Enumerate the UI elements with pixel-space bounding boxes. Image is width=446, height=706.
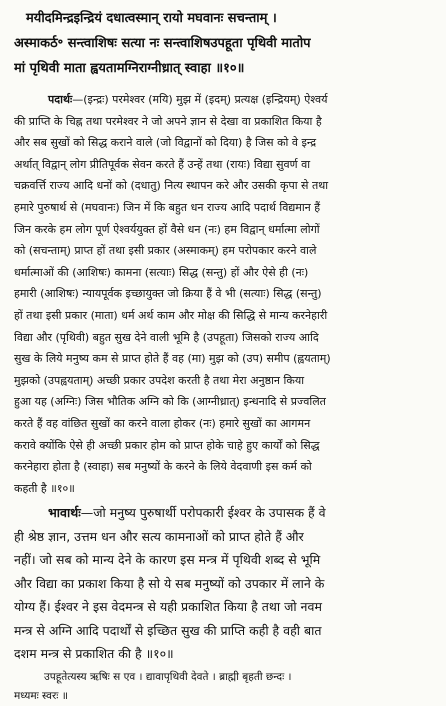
footer-line: उपहूतेत्यस्य ऋषिः स एव । द्यावापृथिवी देवते । ब्राह्मी बृहती छन्दः ।: [44, 670, 292, 683]
bhavartha-line: मन्त्र से अग्नि आदि पदार्थों से इच्छित सुख की प्राप्ति कही है वही बात: [14, 622, 322, 638]
padartha-label: पदार्थः: [48, 93, 73, 106]
padartha-text: —(इन्द्रः) परमेश्वर (मयि) मुझ में (इदम्) प्रत्यक्ष (इन्द्रियम्) ऐश्वर्य: [72, 93, 328, 106]
padartha-line: हमारी (आशिषः) न्यायपूर्वक इच्छायुक्त जो क्रिया हैं वे भी (सत्याः) सिद्ध (सन्तु): [14, 287, 322, 301]
padartha-line: और सब सुखों को सिद्ध कराने वाले (जो विद्वानों को दिया) है जिस को वे इन्द्र: [14, 136, 317, 150]
padartha-line: हमारे पुरुषार्थ से (मघवानः) जिन में कि बहुत धन राज्य आदि पदार्थ विद्यमान हैं: [14, 200, 321, 214]
bhavartha-line: नहीं। जो सब को मान्य देने के कारण इस मन्त्र में पृथिवी शब्द से भूमि: [14, 552, 321, 568]
padartha-line: मुझको (उपह्वयताम्) अच्छी प्रकार उपदेश करती है तथा मेरा अनुष्ठान किया: [14, 373, 305, 387]
padartha-line: जिन करके हम लोग पूर्ण ऐश्वर्ययुक्त हों वैसे धन (नः) हम विद्वान् धर्मात्मा लोगों: [14, 222, 320, 236]
footer-line: मध्यमः स्वरः ॥: [14, 689, 69, 702]
padartha-line: हों तथा इसी प्रकार (माता) धर्म अर्थ काम और मोक्ष की सिद्धि से मान्य करनेहारी: [14, 308, 328, 322]
padartha-line: हुआ यह (अग्निः) जिस भौतिक अग्नि को कि (आग्नीध्रात्) इन्धनादि से प्रज्वलित: [14, 395, 326, 409]
padartha-line: सुख के लिये मनुष्य कम से प्राप्त होते हैं वह (मा) मुझ को (उप) समीप (ह्वयताम्): [14, 352, 331, 366]
padartha-line: चक्रवर्त्ति राज्य आदि धनों को (दधातु) नित्य स्थापन करे और उसकी कृपा से तथा: [14, 179, 329, 193]
bhavartha-line: [14, 501, 438, 525]
bhavartha-line: और विद्या का प्रकाश किया है सो ये सब मनुष्यों को उपकार में लाने के: [14, 575, 325, 591]
mantra-line: मां पृथिवी माता ह्वयतामग्निराग्नीध्रात् स्वाहा ॥१०॥: [14, 61, 245, 76]
padartha-section: [14, 89, 438, 499]
padartha-line: विद्या और (पृथिवी) बहुत सुख देने वाली भूमि है (उपहूता) जिसको राज्य आदि: [14, 330, 319, 344]
mantra-verse: [14, 6, 438, 81]
bhavartha-line: योग्य हैं। ईश्वर ने इस वेदमन्त्र से यही प्रकाशित किया है तथा जो नवम: [14, 599, 322, 615]
padartha-line: की प्राप्ति के चिह्न तथा परमेश्वर ने जो अपने ज्ञान से देखा वा प्रकाशित किया है: [14, 114, 322, 128]
padartha-line: अर्थात् विद्वान् लोग प्रीतिपूर्वक सेवन करते हैं उन्हें तथा (रायः) विद्या सुवर्ण वा: [14, 157, 311, 171]
bhavartha-text: —जो मनुष्य पुरुषार्थी परोपकारी ईश्वर के उपासक हैं वे: [80, 505, 326, 521]
padartha-line: [14, 89, 438, 111]
bhavartha-section: [14, 501, 438, 666]
bhavartha-line: ही श्रेष्ठ ज्ञान, उत्तम धन और सत्य कामनाओं को प्राप्त होते हैं और: [14, 528, 304, 544]
padartha-line: धर्मात्माओं की (आशिषः) कामना (सत्याः) सिद्ध (सन्तु) हों और ऐसे ही (नः): [14, 265, 309, 279]
padartha-line: करनेहारा होता है (स्वाहा) सब मनुष्यों के करने के लिये वेदवाणी इस कर्म को: [14, 460, 312, 474]
padartha-line: कहती है ॥१०॥: [14, 481, 75, 495]
padartha-line: करते हैं वह वांछित सुखों का करने वाला होकर (नः) हमारे सुखों का आगमन: [14, 416, 311, 430]
mantra-line: मयीदमिन्द्रइन्द्रियं दधात्वस्मान् रायो मघवानः सचन्ताम् ।: [26, 11, 277, 26]
padartha-line: करावे क्योंकि ऐसे ही अच्छी प्रकार होम को प्राप्त होके चाहे हुए कार्यों को सिद्ध: [14, 438, 320, 452]
bhavartha-label: भावार्थः: [48, 505, 81, 521]
rishi-devata-footer: [14, 668, 438, 706]
bhavartha-line: दशम मन्त्र से प्रकाशित की है ॥१०॥: [14, 646, 174, 662]
mantra-line: अस्माकर्ठ॰ सन्त्वाशिषः सत्या नः सन्त्वाशिषउपहूता पृथिवी मातोप: [14, 36, 311, 51]
padartha-line: को (सचन्ताम्) प्राप्त हों तथा इसी प्रकार (अस्माकम्) हम परोपकार करने वाले: [14, 244, 317, 258]
